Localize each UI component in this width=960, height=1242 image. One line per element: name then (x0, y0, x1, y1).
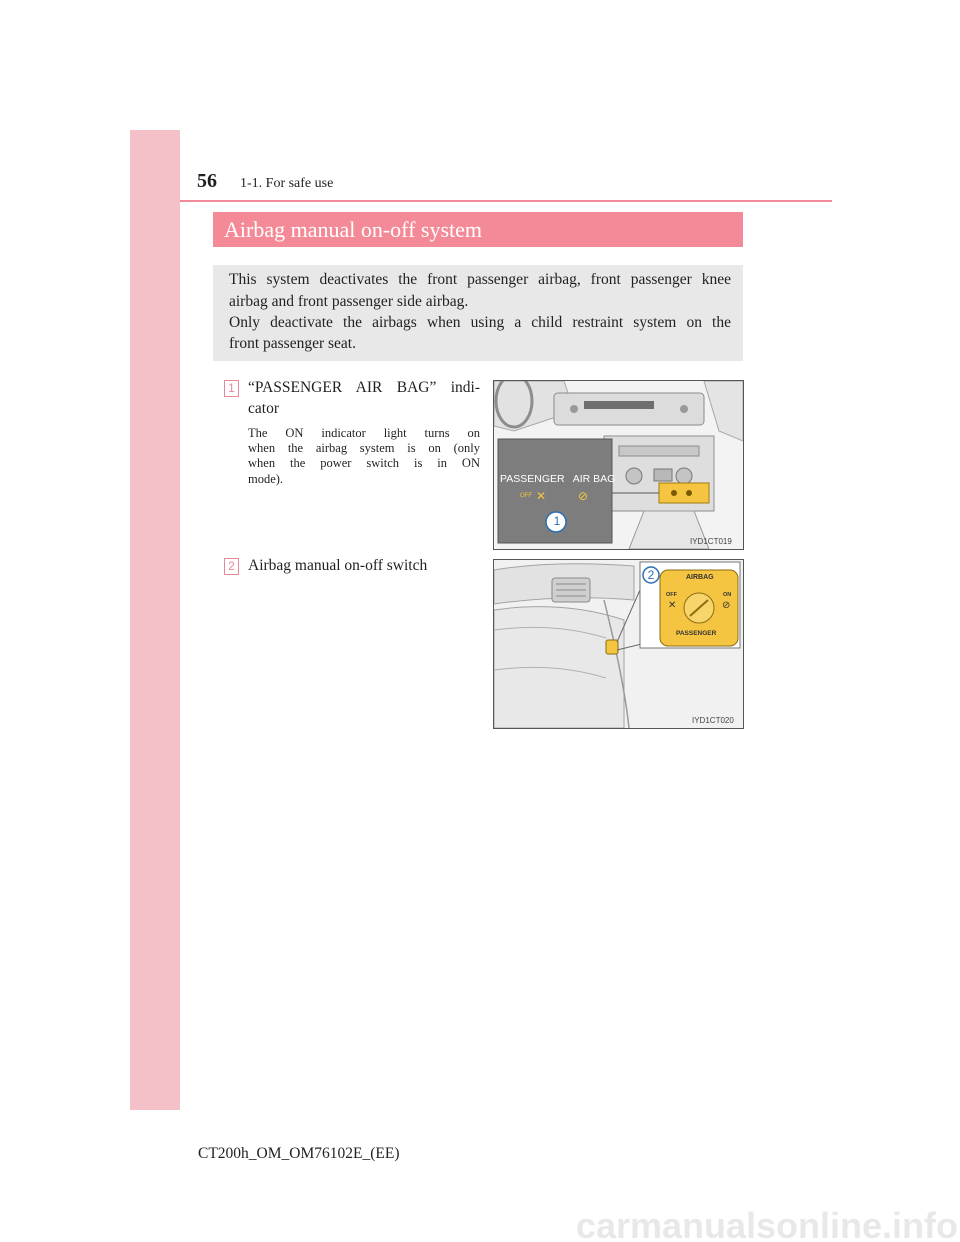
airbag-off-icon: ✕ (668, 600, 677, 611)
switch-off-label: OFF (666, 592, 677, 598)
airbag-off-icon: ✕ (536, 489, 547, 503)
switch-illustration (493, 559, 744, 729)
intro-line: Only deactivate the airbags when using a child restraint system on the (229, 314, 731, 331)
panel-label: PASSENGER AIR BAG (500, 473, 616, 485)
item-1-note: mode). (248, 472, 284, 486)
callout-2: 2 (647, 568, 655, 582)
intro-line: front passenger seat. (229, 335, 356, 352)
section-title: 1-1. For safe use (240, 176, 334, 191)
switch-top-label: AIRBAG (686, 574, 714, 581)
switch-bottom-label: PASSENGER (676, 630, 717, 637)
off-label: OFF (520, 493, 532, 499)
item-1-note: The ON indicator light turns on (248, 426, 480, 440)
item-1-note: when the airbag system is on (only (248, 441, 480, 455)
callout-1: 1 (553, 514, 561, 528)
switch-on-label: ON (723, 592, 732, 598)
watermark-text: carmanualsonline.info (575, 1205, 958, 1242)
indicator-illustration (493, 380, 744, 550)
side-tab (130, 130, 180, 1110)
item-2-title: Airbag manual on-off switch (248, 557, 428, 574)
page-heading: Airbag manual on-off system (224, 217, 483, 242)
item-number-2: 2 (224, 558, 239, 575)
figure-code: IYD1CT020 (692, 716, 734, 725)
intro-line: airbag and front passenger side airbag. (229, 293, 469, 310)
item-1-title: “PASSENGER AIR BAG” indi- (248, 379, 480, 396)
item-number-1: 1 (224, 380, 239, 397)
glovebox-drawing (494, 560, 743, 728)
footer-code: CT200h_OM_OM76102E_(EE) (198, 1145, 400, 1162)
intro-line: This system deactivates the front passenger airbag, front passenger knee (229, 271, 731, 288)
header-divider (180, 200, 832, 202)
item-1-note: when the power switch is in ON (248, 456, 480, 470)
figure-code: IYD1CT019 (690, 537, 732, 546)
item-1-title: cator (248, 400, 279, 417)
page-number: 56 (197, 170, 217, 192)
airbag-on-icon: ⊘ (578, 489, 589, 503)
dashboard-drawing (494, 381, 743, 549)
airbag-on-icon: ⊘ (722, 600, 731, 611)
